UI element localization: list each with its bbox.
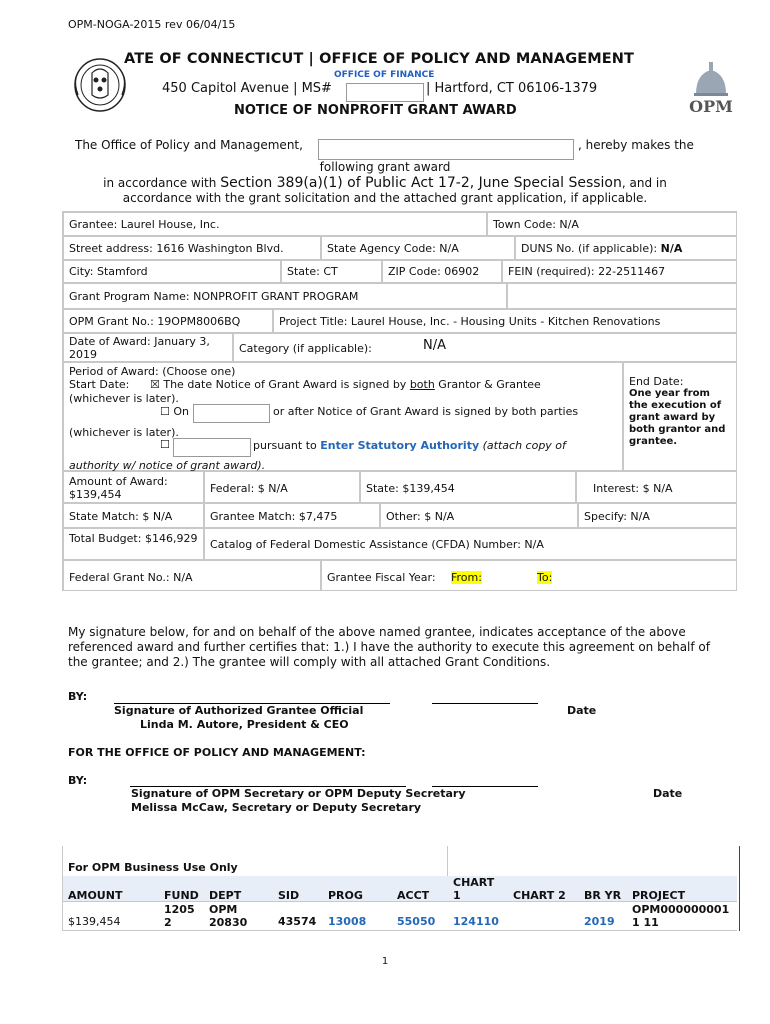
federal-grant-cell: Federal Grant No.: N/A: [63, 560, 321, 591]
col-fund: FUND: [164, 889, 199, 902]
end-date-cell: [623, 362, 737, 471]
address-right: | Hartford, CT 06106-1379: [426, 81, 598, 96]
duns-label: DUNS No. (if applicable):: [521, 242, 661, 255]
amount-cell: Amount of Award: $139,454: [63, 471, 204, 503]
category-value: N/A: [423, 338, 446, 353]
program-blank-cell: [507, 283, 737, 309]
value-chart1: 124110: [453, 915, 499, 928]
grantee-official-name: Linda M. Autore, President & CEO: [140, 718, 349, 731]
business-divider: [447, 846, 448, 876]
value-project: OPM0000000011 11: [632, 903, 730, 929]
grant-number-cell: OPM Grant No.: 19OPM8006BQ: [63, 309, 273, 333]
fiscal-year-to[interactable]: To:: [537, 571, 553, 584]
option-both-signed-text-b: Grantor & Grantee: [434, 378, 541, 391]
intro-line1-left: The Office of Policy and Management,: [75, 138, 303, 152]
statutory-text-a: pursuant to: [253, 439, 321, 452]
col-dept: DEPT: [209, 889, 242, 902]
grantee-date-line[interactable]: [432, 703, 538, 704]
option-on-date-text: or after Notice of Grant Award is signed by both parties: [273, 405, 579, 418]
by-label-opm: BY:: [68, 774, 88, 787]
value-fund: 1205 2: [164, 903, 195, 929]
town-code-cell: Town Code: N/A: [487, 212, 737, 236]
col-acct: ACCT: [397, 889, 430, 902]
city-cell: City: Stamford: [63, 260, 281, 283]
page-number: 1: [381, 956, 389, 967]
col-bryr: BR YR: [584, 889, 622, 902]
value-acct: 55050: [397, 915, 436, 928]
col-chart2: CHART 2: [513, 889, 566, 902]
period-of-award-cell: [63, 362, 623, 471]
end-date-value: One year from the execution of grant award by both grantor and grantee.: [629, 388, 726, 447]
intro-line4: accordance with the grant solicitation and the attached grant application, if applicable.: [122, 191, 648, 205]
specify-cell: Specify: N/A: [578, 503, 737, 528]
col-amount: AMOUNT: [68, 889, 123, 902]
header-title: ATE OF CONNECTICUT | OFFICE OF POLICY AND MANAGEMENT: [124, 51, 634, 67]
office-of-finance: OFFICE OF FINANCE: [334, 70, 435, 80]
zip-cell: ZIP Code: 06902: [382, 260, 502, 283]
intro-line2: following grant award: [319, 160, 451, 174]
col-project: PROJECT: [632, 889, 686, 902]
business-title: For OPM Business Use Only: [68, 861, 238, 874]
intro-line3-a: in accordance with: [103, 176, 217, 190]
interest-cell: Interest: $ N/A: [576, 471, 737, 503]
statutory-text-c: (attach copy of: [479, 439, 566, 452]
form-revision: OPM-NOGA-2015 rev 06/04/15: [68, 18, 236, 31]
notice-title: NOTICE OF NONPROFIT GRANT AWARD: [234, 103, 517, 118]
period-label: Period of Award: (Choose one): [69, 365, 236, 378]
fiscal-year-label: Grantee Fiscal Year:: [327, 571, 436, 584]
grantee-cell: Grantee: Laurel House, Inc.: [63, 212, 487, 236]
opm-logo-text: OPM: [689, 97, 733, 114]
opm-signature-label: Signature of OPM Secretary or OPM Deputy Secretary: [131, 787, 466, 800]
other-cell: Other: $ N/A: [380, 503, 578, 528]
intro-statute: Section 389(a)(1) of Public Act 17-2, June Special Session: [220, 175, 622, 191]
value-bryr: 2019: [584, 915, 615, 928]
statutory-authority-link[interactable]: Enter Statutory Authority: [320, 439, 480, 452]
state-amount-cell: State: $139,454: [360, 471, 576, 503]
project-title-cell: Project Title: Laurel House, Inc. - Housing Units - Kitchen Renovations: [273, 309, 737, 333]
grantee-match-cell: Grantee Match: $7,475: [204, 503, 380, 528]
date-of-award-cell: Date of Award: January 3, 2019: [63, 333, 233, 362]
opm-date-label: Date: [653, 787, 683, 800]
duns-cell: [515, 236, 737, 260]
value-amount: $139,454: [68, 915, 121, 928]
col-sid: SID: [278, 889, 300, 902]
by-label-grantee: BY:: [68, 690, 88, 703]
fiscal-year-from[interactable]: From:: [451, 571, 482, 584]
for-opm-label: FOR THE OFFICE OF POLICY AND MANAGEMENT:: [68, 746, 366, 759]
grantee-date-label: Date: [567, 704, 597, 717]
program-cell: Grant Program Name: NONPROFIT GRANT PROGRAM: [63, 283, 507, 309]
fiscal-year-cell: [321, 560, 737, 591]
cfda-cell: Catalog of Federal Domestic Assistance (CFDA) Number: N/A: [204, 528, 737, 560]
whichever-later-2: (whichever is later).: [69, 426, 179, 439]
col-prog: PROG: [328, 889, 363, 902]
duns-value: N/A: [660, 242, 683, 255]
acceptance-statement: My signature below, for and on behalf of the above named grantee, indicates acceptance of the above referenced award and further certifies that: 1.) I have the authority to execute this agreement on behalf of the grantee; and 2.) The grantee will comply with all attached Grant Conditions.: [68, 625, 710, 669]
option-statutory[interactable]: ☐: [160, 438, 170, 451]
statutory-text: [253, 439, 566, 452]
end-date-label: End Date:: [629, 375, 684, 388]
total-budget-cell: Total Budget: $146,929: [63, 528, 204, 560]
opm-official-name: Melissa McCaw, Secretary or Deputy Secretary: [131, 801, 422, 814]
opm-logo-icon: [686, 60, 736, 114]
value-sid: 43574: [278, 915, 317, 928]
category-label: Category (if applicable):: [239, 342, 372, 355]
option-both-underlined: both: [409, 378, 435, 391]
statutory-note: authority w/ notice of grant award).: [69, 459, 266, 472]
value-dept: OPM 20830: [209, 903, 248, 929]
street-cell: Street address: 1616 Washington Blvd.: [63, 236, 321, 260]
state-match-cell: State Match: $ N/A: [63, 503, 204, 528]
option-both-signed-text: ☒ The date Notice of Grant Award is signed by: [150, 378, 410, 391]
start-date-label: Start Date:: [69, 378, 130, 391]
state-cell: State: CT: [281, 260, 382, 283]
whichever-later-1: (whichever is later).: [69, 392, 179, 405]
option-both-signed[interactable]: [150, 378, 541, 391]
state-agency-cell: State Agency Code: N/A: [321, 236, 515, 260]
statutory-date-field[interactable]: [173, 438, 251, 457]
intro-line1-right: , hereby makes the: [578, 138, 694, 152]
grantor-name-field[interactable]: [318, 139, 574, 160]
intro-line3: [0, 175, 770, 191]
address-left: 450 Capitol Avenue | MS#: [162, 81, 332, 96]
on-date-field[interactable]: [193, 404, 270, 423]
option-on-date[interactable]: ☐ On: [160, 405, 189, 418]
federal-cell: Federal: $ N/A: [204, 471, 360, 503]
fein-cell: FEIN (required): 22-2511467: [502, 260, 737, 283]
grantee-signature-label: Signature of Authorized Grantee Official: [114, 704, 364, 717]
ms-number-field[interactable]: [346, 83, 424, 102]
category-cell: [233, 333, 737, 362]
state-seal-icon: [72, 55, 128, 113]
value-prog: 13008: [328, 915, 367, 928]
intro-line3-c: , and in: [621, 176, 667, 190]
col-chart1: CHART 1: [453, 876, 495, 902]
business-bottom-line: [63, 930, 737, 931]
